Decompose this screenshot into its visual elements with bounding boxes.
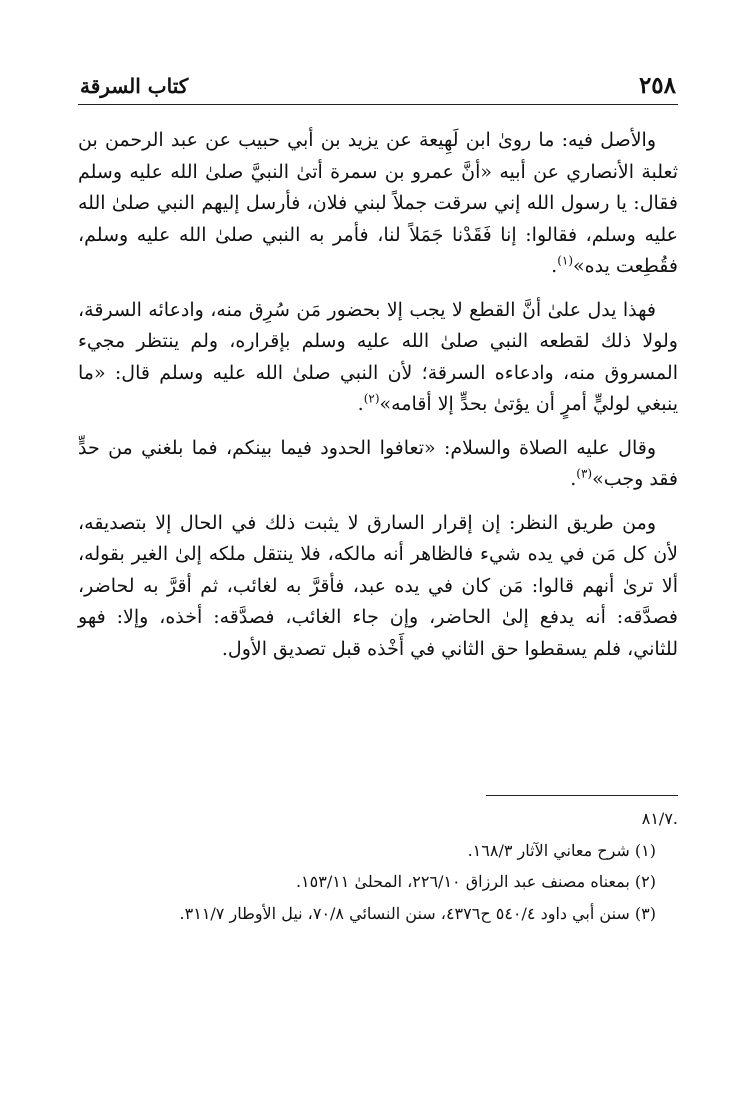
paragraph-1: والأصل فيه: ما رویٰ ابن لَهِيعة عن يزيد بن أبي حبيب عن عبد الرحمن بن ثعلبة الأنصاري عن أبيه «أنَّ عمرو بن سمرة أتىٰ النبيَّ صلىٰ الله عليه وسلم فقال: يا رسول الله إني سرقت جملاً لبني فلان، فأرسل إليهم النبي صلىٰ الله عليه وسلم، فقالوا: إنا فَقَدْنا جَمَلاً لنا، فأمر به النبي صلىٰ الله عليه وسلم، فقُطِعت يده»$^{(١)}$. — [78, 129, 678, 277]
paragraph-2: فهذا يدل علىٰ أنَّ القطع لا يجب إلا بحضور مَن سُرِق منه، وادعائه السرقة، ولولا ذلك لقطعه النبي صلىٰ الله عليه وسلم بإقراره، ولم ينتظر مجيء المسروق منه، وادعاءه السرقة؛ لأن النبي صلىٰ الله عليه وسلم قال: «ما ينبغي لوليٍّ أمرٍ أن يؤتىٰ بحدٍّ إلا أقامه»$^{(٢)}$. — [78, 298, 678, 415]
footnotes — [78, 803, 678, 929]
footnote-3: (٣) سنن أبي داود ٥٤٠/٤ ح٤٣٧٦، سنن النسائي ٧٠/٨، نيل الأوطار ٣١١/٧. — [179, 903, 656, 923]
footnote-ref-2[interactable]: (٢) — [363, 391, 380, 406]
footnote-ref-3[interactable]: (٣) — [576, 466, 593, 481]
footnote-separator — [486, 795, 678, 796]
footnote-ref-1[interactable]: (١) — [557, 253, 574, 268]
page-header — [78, 68, 678, 105]
footnote-2: (٢) بمعناه مصنف عبد الرزاق ٢٢٦/١٠، المحلىٰ ١٥٣/١١. — [295, 872, 656, 891]
main-text — [78, 125, 678, 677]
book-page — [78, 0, 678, 1102]
book-title: كتاب السرقة — [80, 74, 189, 98]
paragraph-4: ومن طريق النظر: إن إقرار السارق لا يثبت ذلك في الحال إلا بتصديقه، لأن كل مَن في يده شيء فالظاهر أنه مالكه، فلا ينتقل ملكه إلىٰ الغير بقوله، ألا ترىٰ أنهم قالوا: مَن كان في يده عبد، فأقرَّ به لغائب، ثم أقرَّ به لحاضر، فصدَّقه: أنه يدفع إلىٰ الحاضر، وإن جاء الغائب، فصدَّقه: أخذه، وإلا: فهو للثاني، فلم يسقطوا حق الثاني في أَخْذه قبل تصديق الأول. — [78, 511, 678, 660]
page-number: ٢٥٨ — [638, 72, 676, 99]
paragraph-3: وقال عليه الصلاة والسلام: «تعافوا الحدود فيما بينكم، فما بلغني من حدٍّ فقد وجب»$^{(٣)}$. — [78, 436, 678, 490]
footnote-continuation: .٨١/٧ — [641, 809, 678, 828]
footnote-1: (١) شرح معاني الآثار ١٦٨/٣. — [467, 840, 656, 860]
